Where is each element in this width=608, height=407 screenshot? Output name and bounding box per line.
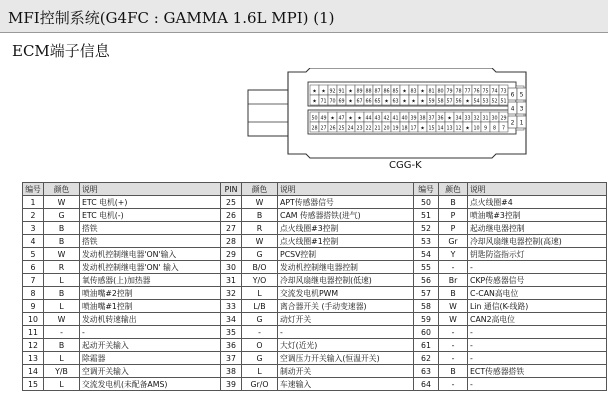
side-pin-number: 1 bbox=[519, 119, 524, 127]
wire-color-cell: B/O bbox=[242, 261, 278, 274]
pin-number: 58 bbox=[437, 99, 444, 105]
pin-number: 56 bbox=[455, 99, 462, 105]
pin-number: 22 bbox=[365, 126, 372, 132]
pin-number: 51 bbox=[500, 99, 507, 105]
pin-number: 27 bbox=[320, 126, 327, 132]
wire-color-cell: Y/O bbox=[242, 274, 278, 287]
pin-number: 15 bbox=[428, 126, 435, 132]
description-cell: APT传感器信号 bbox=[278, 196, 414, 209]
pin-number-cell: 59 bbox=[414, 313, 439, 326]
pin-number: 30 bbox=[491, 116, 498, 122]
description-cell: 除霜器 bbox=[80, 352, 221, 365]
wire-color-cell: L bbox=[44, 378, 80, 391]
pin-number-cell: 50 bbox=[414, 196, 439, 209]
table-row bbox=[23, 261, 607, 274]
pin-number: ★ bbox=[357, 116, 362, 122]
pin-number-cell: 57 bbox=[414, 287, 439, 300]
pin-number: ★ bbox=[402, 99, 407, 105]
wire-color-cell: - bbox=[439, 339, 468, 352]
pin-number: 40 bbox=[401, 116, 408, 122]
pin-number: ★ bbox=[420, 89, 425, 95]
pin-number: 67 bbox=[356, 99, 363, 105]
description-cell: 起动继电器控制 bbox=[468, 222, 607, 235]
pin-number-cell: 2 bbox=[23, 209, 44, 222]
connector-diagram bbox=[240, 68, 530, 160]
wire-color-cell: - bbox=[439, 326, 468, 339]
pin-number: 10 bbox=[473, 126, 480, 132]
pin-number: 47 bbox=[338, 116, 345, 122]
wire-color-cell: Y bbox=[439, 248, 468, 261]
table-row bbox=[23, 222, 607, 235]
pin-number: 17 bbox=[410, 126, 417, 132]
pin-number: 25 bbox=[338, 126, 345, 132]
pin-number-cell: 34 bbox=[221, 313, 242, 326]
side-pin-number: 2 bbox=[510, 119, 515, 127]
pin-number-cell: 63 bbox=[414, 365, 439, 378]
description-cell: 起动开关输入 bbox=[80, 339, 221, 352]
wire-color-cell: B bbox=[439, 365, 468, 378]
wire-color-cell: - bbox=[439, 352, 468, 365]
pin-number-cell: 5 bbox=[23, 248, 44, 261]
pin-number: 44 bbox=[365, 116, 372, 122]
pin-number: 18 bbox=[401, 126, 408, 132]
pin-number: 36 bbox=[437, 116, 444, 122]
pin-number: ★ bbox=[312, 99, 317, 105]
pin-number: ★ bbox=[348, 89, 353, 95]
pin-number: 12 bbox=[455, 126, 462, 132]
column-header: 说明 bbox=[468, 183, 607, 196]
side-pin-number: 4 bbox=[510, 105, 515, 113]
pin-number: 73 bbox=[500, 89, 507, 95]
pin-number-cell: 28 bbox=[221, 235, 242, 248]
pin-number-cell: 30 bbox=[221, 261, 242, 274]
table-row bbox=[23, 300, 607, 313]
wire-color-cell: L bbox=[242, 365, 278, 378]
table-row bbox=[23, 274, 607, 287]
pin-number: 13 bbox=[446, 126, 453, 132]
table-row bbox=[23, 378, 607, 391]
pin-number: 38 bbox=[419, 116, 426, 122]
pin-number: 49 bbox=[320, 116, 327, 122]
description-cell: ECT传感器搭铁 bbox=[468, 365, 607, 378]
description-cell: ETC 电机(+) bbox=[80, 196, 221, 209]
pin-number: 52 bbox=[491, 99, 498, 105]
pin-number-cell: 55 bbox=[414, 261, 439, 274]
pin-number-cell: 51 bbox=[414, 209, 439, 222]
table-row bbox=[23, 326, 607, 339]
side-pin-number: 3 bbox=[519, 105, 524, 113]
pin-number-cell: 6 bbox=[23, 261, 44, 274]
description-cell: Lin 通信(K-线路) bbox=[468, 300, 607, 313]
description-cell: 喷油嘴#3控制 bbox=[468, 209, 607, 222]
description-cell: CAM 传感器搭铁(进气) bbox=[278, 209, 414, 222]
pin-number-cell: 9 bbox=[23, 300, 44, 313]
description-cell: 大灯(近光) bbox=[278, 339, 414, 352]
description-cell: 交流发电机PWM bbox=[278, 287, 414, 300]
column-header: 说明 bbox=[278, 183, 414, 196]
wire-color-cell: - bbox=[439, 261, 468, 274]
wire-color-cell: L bbox=[44, 274, 80, 287]
description-cell: 发动机转速输出 bbox=[80, 313, 221, 326]
pin-number: 89 bbox=[356, 89, 363, 95]
pin-number: 54 bbox=[473, 99, 480, 105]
wire-color-cell: P bbox=[439, 222, 468, 235]
description-cell: - bbox=[468, 339, 607, 352]
pin-number: ★ bbox=[402, 89, 407, 95]
pin-number: 23 bbox=[356, 126, 363, 132]
pin-number: ★ bbox=[321, 89, 326, 95]
wire-color-cell: W bbox=[439, 313, 468, 326]
pin-number: ★ bbox=[420, 126, 425, 132]
pin-table-header bbox=[23, 183, 607, 196]
pin-number: ★ bbox=[312, 89, 317, 95]
description-cell: 空调开关输入 bbox=[80, 365, 221, 378]
description-cell: C-CAN高电位 bbox=[468, 287, 607, 300]
pin-number: 63 bbox=[392, 99, 399, 105]
description-cell: 喷油嘴#1控制 bbox=[80, 300, 221, 313]
description-cell: 点火线圈#4 bbox=[468, 196, 607, 209]
wire-color-cell: L bbox=[44, 352, 80, 365]
column-header: 颜色 bbox=[439, 183, 468, 196]
pin-number: 83 bbox=[410, 89, 417, 95]
description-cell: - bbox=[278, 326, 414, 339]
wire-color-cell: G bbox=[242, 313, 278, 326]
pin-number: 33 bbox=[464, 116, 471, 122]
column-header: 颜色 bbox=[44, 183, 80, 196]
column-header: 编号 bbox=[414, 183, 439, 196]
table-row bbox=[23, 196, 607, 209]
description-cell: 发动机控制继电器'ON' 输入 bbox=[80, 261, 221, 274]
pin-number-cell: 10 bbox=[23, 313, 44, 326]
pin-number: 20 bbox=[383, 126, 390, 132]
table-row bbox=[23, 352, 607, 365]
description-cell: - bbox=[468, 378, 607, 391]
pin-number-cell: 35 bbox=[221, 326, 242, 339]
wire-color-cell: W bbox=[439, 300, 468, 313]
wire-color-cell: L/B bbox=[242, 300, 278, 313]
description-cell: 点火线圈#1控制 bbox=[278, 235, 414, 248]
pin-number-cell: 53 bbox=[414, 235, 439, 248]
pin-number-cell: 15 bbox=[23, 378, 44, 391]
pin-number: ★ bbox=[330, 116, 335, 122]
pin-number: 57 bbox=[446, 99, 453, 105]
side-pin-number: 5 bbox=[519, 91, 524, 99]
wire-color-cell: Br bbox=[439, 274, 468, 287]
pin-number: 65 bbox=[374, 99, 381, 105]
table-row bbox=[23, 209, 607, 222]
pin-number-cell: 7 bbox=[23, 274, 44, 287]
pin-number: 29 bbox=[500, 116, 507, 122]
wire-color-cell: R bbox=[44, 261, 80, 274]
pin-number: 42 bbox=[383, 116, 390, 122]
pin-number-cell: 29 bbox=[221, 248, 242, 261]
wire-color-cell: B bbox=[44, 339, 80, 352]
description-cell: - bbox=[80, 326, 221, 339]
pin-number: 74 bbox=[491, 89, 498, 95]
wire-color-cell: W bbox=[44, 248, 80, 261]
pin-number: 43 bbox=[374, 116, 381, 122]
description-cell: 氧传感器(上)加热器 bbox=[80, 274, 221, 287]
pin-number: 88 bbox=[365, 89, 372, 95]
pin-number: 79 bbox=[446, 89, 453, 95]
wire-color-cell: G bbox=[242, 248, 278, 261]
pin-number-cell: 33 bbox=[221, 300, 242, 313]
pin-number: 70 bbox=[329, 99, 336, 105]
pin-number-cell: 1 bbox=[23, 196, 44, 209]
pin-number: 77 bbox=[464, 89, 471, 95]
pin-number: 32 bbox=[473, 116, 480, 122]
description-cell: 冷却风扇继电器控制(低速) bbox=[278, 274, 414, 287]
description-cell: CAN2高电位 bbox=[468, 313, 607, 326]
table-row bbox=[23, 365, 607, 378]
pin-number: 76 bbox=[473, 89, 480, 95]
description-cell: 空调压力开关输入(恒温开关) bbox=[278, 352, 414, 365]
description-cell: 冷却风扇继电器控制(高速) bbox=[468, 235, 607, 248]
pin-number-cell: 54 bbox=[414, 248, 439, 261]
pin-number: 7 bbox=[501, 126, 506, 132]
pin-number: ★ bbox=[411, 99, 416, 105]
column-header: 说明 bbox=[80, 183, 221, 196]
pin-number-cell: 56 bbox=[414, 274, 439, 287]
pin-number: 87 bbox=[374, 89, 381, 95]
pin-number: ★ bbox=[465, 126, 470, 132]
pin-number-cell: 36 bbox=[221, 339, 242, 352]
pin-number: 41 bbox=[392, 116, 399, 122]
wire-color-cell: Gr bbox=[439, 235, 468, 248]
pin-number: 53 bbox=[482, 99, 489, 105]
wire-color-cell: O bbox=[242, 339, 278, 352]
pin-number-cell: 3 bbox=[23, 222, 44, 235]
wire-color-cell: R bbox=[242, 222, 278, 235]
pin-number: 37 bbox=[428, 116, 435, 122]
pin-number: 14 bbox=[437, 126, 444, 132]
wire-color-cell: B bbox=[44, 287, 80, 300]
description-cell: 车速输入 bbox=[278, 378, 414, 391]
wire-color-cell: G bbox=[44, 209, 80, 222]
pin-number-cell: 8 bbox=[23, 287, 44, 300]
description-cell: 点火线圈#3控制 bbox=[278, 222, 414, 235]
description-cell: 发动机控制继电器'ON'输入 bbox=[80, 248, 221, 261]
column-header: PIN bbox=[221, 183, 242, 196]
pin-number-cell: 4 bbox=[23, 235, 44, 248]
pin-number-cell: 27 bbox=[221, 222, 242, 235]
pin-number-cell: 14 bbox=[23, 365, 44, 378]
wire-color-cell: G bbox=[242, 352, 278, 365]
pin-number-cell: 26 bbox=[221, 209, 242, 222]
pin-number: 28 bbox=[311, 126, 318, 132]
description-cell: 交流发电机(未配备AMS) bbox=[80, 378, 221, 391]
pin-number: 24 bbox=[347, 126, 354, 132]
wire-color-cell: B bbox=[44, 222, 80, 235]
pin-number: 80 bbox=[437, 89, 444, 95]
connector-label: CGG-K bbox=[389, 160, 422, 171]
table-row bbox=[23, 248, 607, 261]
wire-color-cell: P bbox=[439, 209, 468, 222]
pin-number-cell: 31 bbox=[221, 274, 242, 287]
side-pin-number: 6 bbox=[510, 91, 515, 99]
wire-color-cell: W bbox=[242, 196, 278, 209]
wire-color-cell: B bbox=[44, 235, 80, 248]
pin-number: 69 bbox=[338, 99, 345, 105]
section-heading: ECM端子信息 bbox=[12, 42, 110, 60]
description-cell: CKP传感器信号 bbox=[468, 274, 607, 287]
pin-number-cell: 61 bbox=[414, 339, 439, 352]
pin-number-cell: 37 bbox=[221, 352, 242, 365]
pin-number-cell: 52 bbox=[414, 222, 439, 235]
pin-number: 26 bbox=[329, 126, 336, 132]
pin-number: ★ bbox=[420, 99, 425, 105]
pin-number-cell: 13 bbox=[23, 352, 44, 365]
wire-color-cell: B bbox=[242, 209, 278, 222]
pin-number: 59 bbox=[428, 99, 435, 105]
wire-color-cell: - bbox=[242, 326, 278, 339]
pin-number: 81 bbox=[428, 89, 435, 95]
pin-number-cell: 58 bbox=[414, 300, 439, 313]
pin-number: ★ bbox=[465, 99, 470, 105]
pin-table bbox=[22, 182, 607, 391]
wire-color-cell: W bbox=[44, 313, 80, 326]
wire-color-cell: B bbox=[439, 287, 468, 300]
description-cell: 搭铁 bbox=[80, 235, 221, 248]
wire-color-cell: L bbox=[44, 300, 80, 313]
pin-number: 39 bbox=[410, 116, 417, 122]
description-cell: 钥匙防盗指示灯 bbox=[468, 248, 607, 261]
description-cell: - bbox=[468, 261, 607, 274]
page-title: MFI控制系统(G4FC : GAMMA 1.6L MPI) (1) bbox=[8, 9, 335, 27]
pin-number: 91 bbox=[338, 89, 345, 95]
pin-number-cell: 12 bbox=[23, 339, 44, 352]
description-cell: 喷油嘴#2控制 bbox=[80, 287, 221, 300]
pin-number: 78 bbox=[455, 89, 462, 95]
wire-color-cell: L bbox=[242, 287, 278, 300]
connector-tab bbox=[248, 90, 288, 136]
pin-number: 92 bbox=[329, 89, 336, 95]
pin-number-cell: 38 bbox=[221, 365, 242, 378]
wire-color-cell: W bbox=[242, 235, 278, 248]
pin-number: ★ bbox=[384, 99, 389, 105]
wire-color-cell: Y/B bbox=[44, 365, 80, 378]
pin-number: ★ bbox=[348, 116, 353, 122]
description-cell: ETC 电机(-) bbox=[80, 209, 221, 222]
pin-number-cell: 32 bbox=[221, 287, 242, 300]
description-cell: 搭铁 bbox=[80, 222, 221, 235]
description-cell: 动灯开关 bbox=[278, 313, 414, 326]
pin-number-cell: 62 bbox=[414, 352, 439, 365]
pin-number: 50 bbox=[311, 116, 318, 122]
pin-number-cell: 11 bbox=[23, 326, 44, 339]
wire-color-cell: - bbox=[44, 326, 80, 339]
pin-number: 85 bbox=[392, 89, 399, 95]
pin-number-cell: 39 bbox=[221, 378, 242, 391]
pin-number-cell: 64 bbox=[414, 378, 439, 391]
pin-number: 21 bbox=[374, 126, 381, 132]
description-cell: 离合器开关 (手动变速器) bbox=[278, 300, 414, 313]
description-cell: - bbox=[468, 352, 607, 365]
pin-number: 66 bbox=[365, 99, 372, 105]
table-row bbox=[23, 313, 607, 326]
pin-number: 9 bbox=[483, 126, 488, 132]
pin-number: ★ bbox=[348, 99, 353, 105]
pin-number: 8 bbox=[492, 126, 497, 132]
pin-number: ★ bbox=[447, 116, 452, 122]
pin-number: 19 bbox=[392, 126, 399, 132]
pin-number: 75 bbox=[482, 89, 489, 95]
table-row bbox=[23, 235, 607, 248]
description-cell: - bbox=[468, 326, 607, 339]
pin-number: 86 bbox=[383, 89, 390, 95]
column-header: 颜色 bbox=[242, 183, 278, 196]
pin-number-cell: 25 bbox=[221, 196, 242, 209]
pin-number: 71 bbox=[320, 99, 327, 105]
description-cell: PCSV控制 bbox=[278, 248, 414, 261]
wire-color-cell: Gr/O bbox=[242, 378, 278, 391]
column-header: 编号 bbox=[23, 183, 44, 196]
table-row bbox=[23, 287, 607, 300]
pin-number-cell: 60 bbox=[414, 326, 439, 339]
wire-color-cell: - bbox=[439, 378, 468, 391]
wire-color-cell: B bbox=[439, 196, 468, 209]
pin-number: 34 bbox=[455, 116, 462, 122]
title-bar bbox=[0, 0, 608, 33]
pin-number: 31 bbox=[482, 116, 489, 122]
description-cell: 发动机控制继电器控制 bbox=[278, 261, 414, 274]
description-cell: 制动开关 bbox=[278, 365, 414, 378]
table-row bbox=[23, 339, 607, 352]
wire-color-cell: W bbox=[44, 196, 80, 209]
